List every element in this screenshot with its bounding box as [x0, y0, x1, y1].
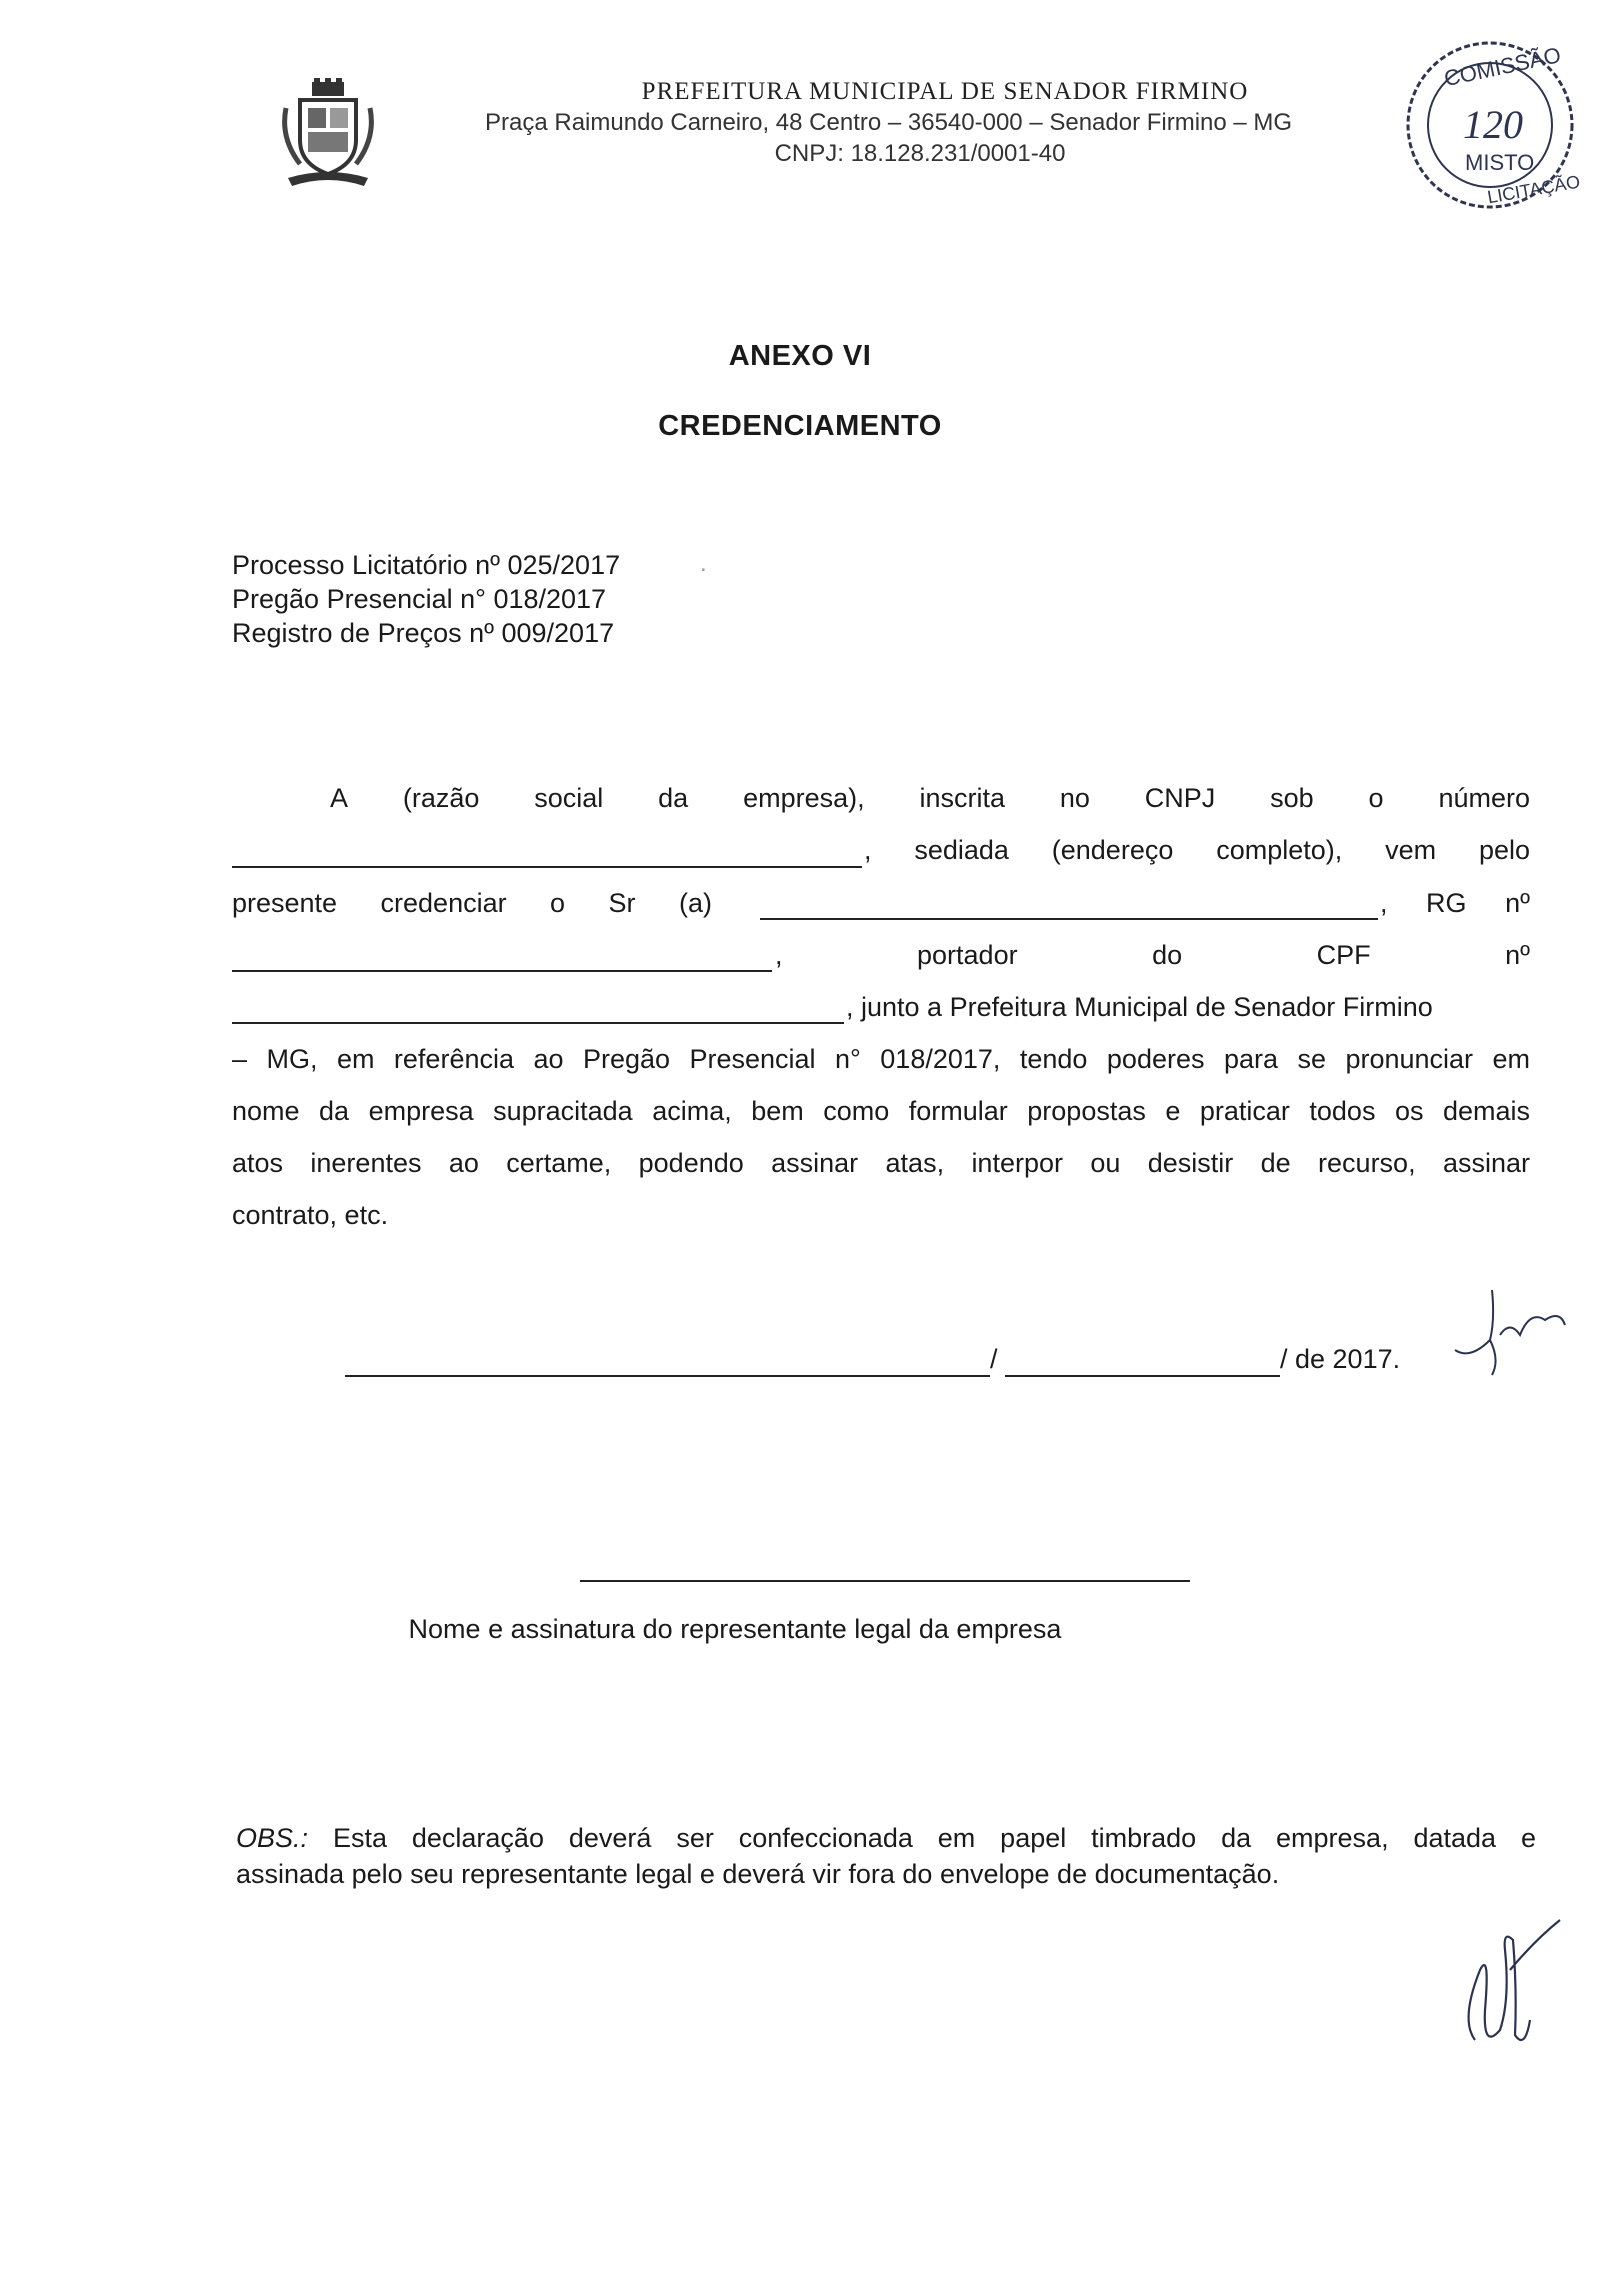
observation-line-1 [236, 1820, 1536, 1856]
annex-title: ANEXO VI [728, 340, 872, 372]
cnpj-blank-line [232, 866, 862, 868]
stamp-middle-text: MISTO [1465, 150, 1535, 175]
representative-name-blank-line [760, 918, 1378, 920]
word: inscrita [919, 783, 1005, 813]
paragraph-line-5: , junto a Prefeitura Municipal de Senador Firmino [846, 992, 1433, 1022]
paragraph-line-7: nome da empresa supracitada acima, bem como formular propostas e praticar todos os demais [232, 1096, 1530, 1126]
rubric-signature-icon [1455, 1910, 1565, 2060]
paragraph-line-3-right: , RG nº [1380, 888, 1530, 918]
paragraph-line-6: – MG, em referência ao Pregão Presencial n° 018/2017, tendo poderes para se pronunciar em [232, 1044, 1530, 1074]
word: o [1368, 783, 1384, 813]
signature-blank-line [580, 1580, 1190, 1582]
rg-blank-line [232, 970, 772, 972]
paragraph-line-9: contrato, etc. [232, 1200, 389, 1230]
word: número [1438, 783, 1530, 813]
commission-stamp [1395, 30, 1585, 220]
word: sob [1270, 783, 1314, 813]
word: no [1059, 783, 1090, 813]
stamp-bottom-text: LICITAÇÃO [1485, 171, 1582, 208]
word: empresa), [743, 783, 865, 813]
word: da [658, 783, 689, 813]
letterhead-cnpj: CNPJ: 18.128.231/0001-40 [774, 140, 1066, 167]
municipal-crest-icon [278, 78, 378, 190]
stray-mark: . [700, 550, 707, 577]
stamp-top-text: COMISSÃO [1441, 42, 1564, 92]
observation-text-2: assinada pelo seu representante legal e deverá vir fora do envelope de documentação. [236, 1859, 1280, 1889]
paragraph-line-2: , sediada (endereço completo), vem pelo [864, 835, 1530, 865]
cpf-blank-line [232, 1022, 844, 1024]
letterhead-address: Praça Raimundo Carneiro, 48 Centro – 36540-000 – Senador Firmino – MG [485, 109, 1293, 136]
reference-process: Processo Licitatório nº 025/2017 [232, 550, 621, 580]
date-separator: / [990, 1344, 998, 1374]
observation-text-1: Esta declaração deverá ser confeccionada em papel timbrado da empresa, datada e [332, 1823, 1536, 1853]
annex-subtitle: CREDENCIAMENTO [658, 410, 942, 442]
date-day-month-blank-line [1005, 1375, 1280, 1377]
paragraph-line-1 [330, 783, 1530, 814]
process-references [232, 548, 620, 650]
reference-registro: Registro de Preços nº 009/2017 [232, 618, 615, 648]
word: (razão [402, 783, 480, 813]
observation-note [236, 1820, 1536, 1892]
letterhead-title: PREFEITURA MUNICIPAL DE SENADOR FIRMINO [641, 78, 1249, 105]
stamp-number: 120 [1463, 102, 1523, 147]
paragraph-line-8: atos inerentes ao certame, podendo assinar atas, interpor ou desistir de recurso, assinar [232, 1148, 1530, 1178]
word: social [534, 783, 604, 813]
reference-pregao: Pregão Presencial n° 018/2017 [232, 584, 607, 614]
initials-signature-icon [1450, 1280, 1570, 1380]
signature-label: Nome e assinatura do representante legal da empresa [408, 1614, 1062, 1644]
paragraph-line-3-left: presente credenciar o Sr (a) [232, 888, 712, 918]
word: A [330, 783, 349, 813]
date-city-blank-line [345, 1375, 990, 1377]
observation-label: OBS.: [236, 1823, 309, 1853]
paragraph-line-4: , portador do CPF nº [775, 940, 1530, 970]
word: CNPJ [1144, 783, 1216, 813]
date-year-text: / de 2017. [1280, 1344, 1401, 1374]
